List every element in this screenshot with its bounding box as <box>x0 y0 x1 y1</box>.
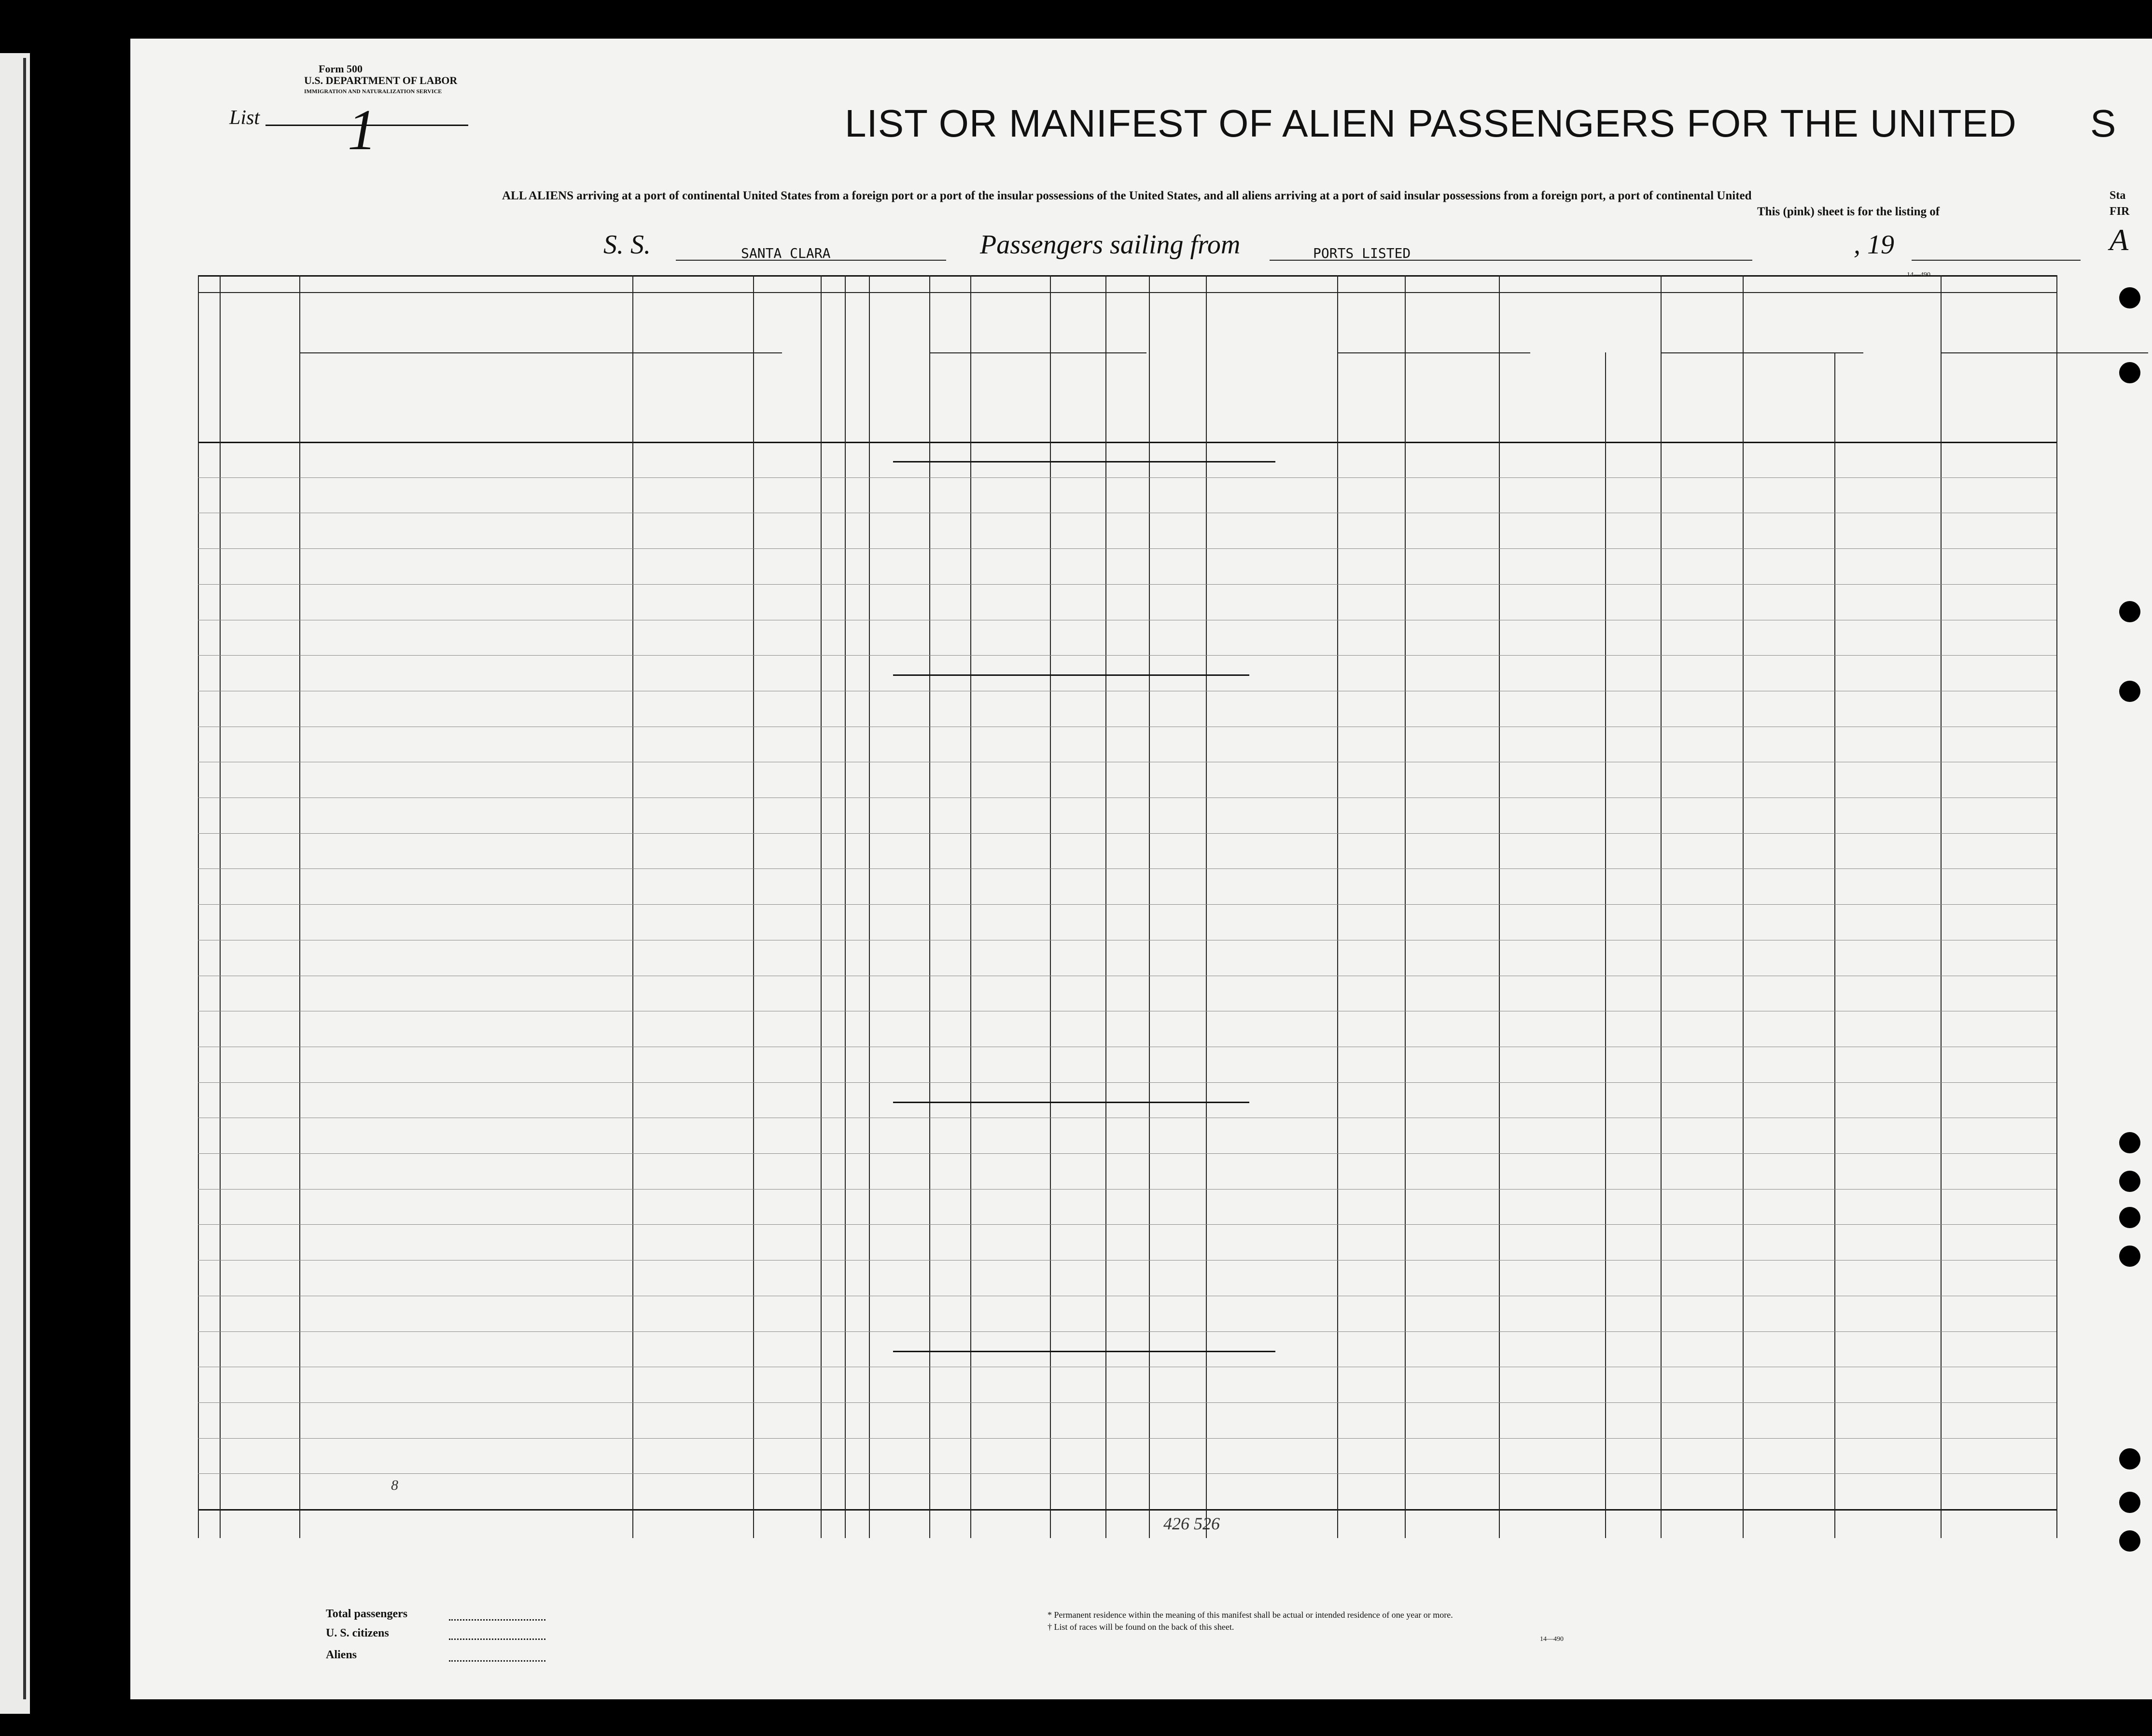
page-title: LIST OR MANIFEST OF ALIEN PASSENGERS FOR THE UNITED <box>845 102 2017 145</box>
column-rule <box>1941 275 1942 1538</box>
column-rule <box>299 275 300 1538</box>
column-rule <box>970 275 971 352</box>
punch-hole <box>2119 1171 2140 1192</box>
ports: PORTS LISTED <box>1313 245 1411 261</box>
footnote-races: † List of races will be found on the back of this sheet. <box>1048 1622 1234 1632</box>
row-rule <box>198 868 2056 869</box>
punch-hole <box>2119 362 2140 383</box>
section-underline <box>893 1102 1249 1103</box>
column-rule <box>753 275 754 1538</box>
form-code-top: 14—490 <box>1907 271 1930 279</box>
column-rule <box>632 352 633 1538</box>
sailing-label: Passengers sailing from <box>980 230 1241 260</box>
row-rule <box>198 548 2056 549</box>
department: U.S. DEPARTMENT OF LABOR <box>304 74 458 86</box>
column-rule <box>845 275 846 1538</box>
total-line <box>449 1619 545 1621</box>
column-rule <box>1337 275 1338 352</box>
column-rule <box>929 352 930 1538</box>
edge-letter: A <box>2110 223 2129 257</box>
form-code-bottom: 14—490 <box>1540 1636 1564 1643</box>
list-number: 1 <box>348 98 377 162</box>
column-rule <box>1050 275 1051 1538</box>
edge-fir: FIR <box>2110 205 2130 218</box>
us-citizens-label: U. S. citizens <box>326 1627 389 1639</box>
section-underline <box>893 1351 1275 1352</box>
column-rule <box>869 275 870 1538</box>
row-rule <box>198 655 2056 656</box>
column-rule <box>1405 275 1406 1538</box>
list-label: List <box>229 107 260 129</box>
row-rule <box>198 584 2056 585</box>
aliens-line <box>449 1660 545 1662</box>
ship-name: SANTA CLARA <box>741 245 831 261</box>
column-rule <box>2056 275 2057 1538</box>
punch-hole <box>2119 681 2140 702</box>
year-line <box>1912 260 2081 261</box>
row-rule <box>198 477 2056 478</box>
column-rule <box>929 275 930 352</box>
punch-hole <box>2119 1132 2140 1153</box>
column-rule <box>1834 352 1835 1538</box>
column-rule <box>1661 275 1662 1538</box>
column-rule <box>1149 275 1150 1538</box>
punch-hole <box>2119 1207 2140 1228</box>
subtitle: ALL ALIENS arriving at a port of continental United States from a foreign port or a port of the insular possessions of the United States, and all aliens arriving at a port of said insular possessions from a foreign port, a port of continental United <box>502 189 1752 202</box>
column-rule <box>970 352 971 1538</box>
column-rule <box>1941 275 1942 352</box>
punch-hole <box>2119 1448 2140 1470</box>
row29-handwritten-numbers: 426 526 <box>1163 1514 1220 1533</box>
column-rule <box>220 275 221 1538</box>
row-rule <box>198 1402 2056 1403</box>
column-number-rule <box>198 292 2056 293</box>
citizens-line <box>449 1638 545 1640</box>
form-number: Form 500 <box>319 63 363 75</box>
ss-label: S. S. <box>603 230 651 260</box>
manifest-sheet <box>130 39 2152 1699</box>
row-rule <box>198 1331 2056 1332</box>
column-rule <box>1105 275 1106 1538</box>
section-underline <box>893 461 1275 462</box>
column-rule <box>1337 352 1338 1538</box>
punch-hole <box>2119 601 2140 622</box>
row-rule <box>198 833 2056 834</box>
row-rule <box>198 1438 2056 1439</box>
issued-subheader-rule <box>1661 352 1863 353</box>
column-rule <box>1743 275 1744 1538</box>
row29-mark: 8 <box>391 1477 398 1493</box>
column-rule <box>1605 352 1606 1538</box>
column-rule <box>198 275 199 1538</box>
column-rule <box>1499 275 1500 1538</box>
punch-hole <box>2119 1530 2140 1552</box>
section-underline <box>893 674 1249 676</box>
row-rule <box>198 1082 2056 1083</box>
column-rule <box>821 275 822 1538</box>
row-rule <box>198 1224 2056 1225</box>
left-page-border <box>0 58 26 1699</box>
name-subheader-rule <box>299 352 782 353</box>
subtitle-2: This (pink) sheet is for the listing of <box>1757 205 1940 218</box>
column-rule <box>1206 275 1207 1538</box>
row-rule <box>198 1189 2056 1190</box>
table-top-border <box>198 275 2056 277</box>
row-rule <box>198 1153 2056 1154</box>
table-bottom-border <box>198 1509 2056 1511</box>
year-label: , 19 <box>1854 230 1894 260</box>
punch-hole <box>2119 1246 2140 1267</box>
row-rule <box>198 1473 2056 1474</box>
able-subheader-rule <box>929 352 1146 353</box>
aliens-label: Aliens <box>326 1649 357 1661</box>
punch-hole <box>2119 1492 2140 1513</box>
column-rule <box>632 275 633 352</box>
footnote-residence: * Permanent residence within the meaning of this manifest shall be actual or intended residence of one year or more. <box>1048 1610 1453 1620</box>
edge-sta: Sta <box>2110 189 2126 202</box>
row-rule <box>198 904 2056 905</box>
list-underline <box>266 125 468 126</box>
title-edge: S <box>2090 102 2116 145</box>
punch-hole <box>2119 287 2140 308</box>
birth-subheader-rule <box>1337 352 1530 353</box>
service: IMMIGRATION AND NATURALIZATION SERVICE <box>304 88 442 95</box>
header-bottom-rule <box>198 442 2056 443</box>
total-passengers-label: Total passengers <box>326 1608 408 1620</box>
residence-subheader-rule <box>1941 352 2148 353</box>
